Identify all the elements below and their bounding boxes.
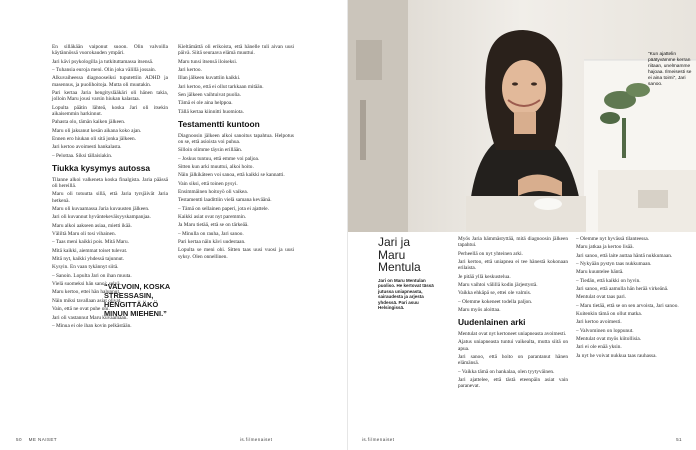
right-footer-url: is.fi/menaiset — [362, 437, 395, 442]
left-footer-url: is.fi/menaiset — [240, 437, 273, 442]
paragraph: Pari kertaa Jaria hengityslääkäri oli hänen takia, jolloin Maru jousi varsin hiukan kalastaa. — [52, 90, 168, 103]
section-heading-testamentti: Testamentti kuntoon — [178, 119, 260, 130]
pull-quote: “VALVOIN, KOSKA STRESSASIN, HENGITTÄÄKÖ MINUN MIEHENI.” — [104, 282, 170, 318]
paragraph: Ennen ero hiukan oli sitä jonka jälkeen. — [52, 136, 136, 143]
paragraph: Maru oli jaksanut kesän aikana koko ajan. — [52, 127, 142, 134]
paragraph: – Nykyään pystyn taas nukkumaan. — [576, 261, 652, 268]
paragraph: – Minulla on rauha, Jari sanoo. — [178, 230, 244, 237]
right-column-3-text — [576, 236, 684, 359]
paragraph: Illan jälkeen kuvattiin kaikki. — [178, 75, 241, 82]
paragraph: – Vaikka tämä on hankalaa, olen tyytyväinen. — [458, 368, 555, 375]
paragraph: Tällä kertaa kiinnitti huomiota. — [178, 108, 244, 115]
paragraph: Kysyin. En vaan tykännyt siitä. — [52, 264, 119, 271]
intro-text — [52, 44, 168, 159]
paragraph: Jari kävi psykologilla ja tutkituttamassa itsensä. — [52, 58, 154, 65]
paragraph: – Olemme kokeneet todella paljon. — [458, 298, 533, 305]
paragraph: Kaikki asiat ovat nyt paremmin. — [178, 214, 247, 221]
right-column-3 — [576, 236, 684, 361]
magazine-brand: ME NAISET — [28, 437, 57, 442]
photo-caption: ”Kun ajattelin päätyvämme kerran riitaan, unelmamme hajoaa. Ilmeisesti se ei aina toimi”, Jari sanoo. — [648, 52, 692, 87]
paragraph: – Tuhansia euroja meni. Olin joka välillä jossain. — [52, 67, 157, 74]
paragraph: Kieltämättä oli erikoista, että hänelle tuli aivan uusi päivä. Siitä seuraava elämä muuttui. — [178, 44, 294, 57]
paragraph: Mitä nyt, kaikki yhdessä tajunnut. — [52, 256, 125, 263]
profile-text: Jari on Maru Mentulan puoliso. He kertovat tässä jutussa uniapneasta, sairaudesta ja arjesta yhdessä. Pari asuu Helsingissä. — [378, 277, 434, 311]
profile-title: Jari ja Maru Mentula — [378, 235, 421, 274]
column-2-body — [178, 133, 294, 261]
paragraph: Jari oli vastannut Maru kuvaamaan. — [52, 314, 128, 321]
paragraph: Jari ajattelee, että tästä eteenpäin asiat vain paranevat. — [458, 377, 568, 390]
paragraph: Mentulat ovat taas pari. — [576, 294, 627, 301]
paragraph: Sen jälkeen vaihtuivat puolia. — [178, 92, 241, 99]
column-2-text — [178, 44, 294, 115]
left-footer — [16, 437, 57, 442]
paragraph: Jari kertoo, että uniapnea ei tee hänestä kokonaan erilaista. — [458, 259, 568, 272]
page-number-left: 50 — [16, 437, 22, 442]
paragraph: Maru alkoi aakseen asiaa, mietti ikää. — [52, 222, 132, 229]
paragraph: Maru jatkaa ja kertoo lisää. — [576, 244, 634, 251]
paragraph: Mentulat ovat nyt kertoneet uniapneasta avoimesti. — [458, 330, 567, 337]
paragraph: – Sanoin. Lopulta Jari on ihan muuta. — [52, 272, 132, 279]
paragraph: Ajatus uniapneasta tuntui vaikealta, mutta siitä on apua. — [458, 339, 568, 352]
paragraph: – Pelottaa. Siksi tällaisiakin. — [52, 152, 113, 159]
paragraph: Perheellä on nyt yhteinen arki. — [458, 250, 523, 257]
paragraph: Pahasta olo, tämän kaiken jälkeen. — [52, 119, 126, 126]
paragraph: Maru vaihtoi välillä kodin järjestystä. — [458, 282, 538, 289]
paragraph: Vain, että ne ovat puhe ohi. — [52, 306, 110, 313]
right-column-2 — [458, 236, 568, 392]
left-column-2 — [178, 44, 294, 262]
paragraph: Testamentti laadittiin vielä samana keväänä. — [178, 197, 272, 204]
right-column-2-body — [458, 331, 568, 390]
paragraph: – Tiedän, että kaikki on hyvin. — [576, 277, 641, 284]
paragraph: Jari kertoo avoimesti. — [576, 319, 622, 326]
paragraph: Maru kuuntelee häntä. — [576, 269, 624, 276]
paragraph: Jari kertoo. — [178, 67, 202, 74]
paragraph: Silloin olimme täysin erillään. — [178, 147, 243, 154]
paragraph: Jari kertoo avoimesti hankalasta. — [52, 144, 122, 151]
paragraph: – Tämä on sellainen paperi, jota ei ajattele. — [178, 205, 269, 212]
paragraph: Ja Maru tietää, että se on tärkeää. — [178, 222, 249, 229]
portrait-photo — [348, 0, 696, 232]
section-heading-tiukka: Tiukka kysymys autossa — [52, 163, 151, 174]
paragraph: Lopulta se meni ohi. Sitten taas uusi vuosi ja uusi syksy. Olen onnellinen. — [178, 247, 294, 260]
paragraph: Maru myös aloittaa. — [458, 307, 501, 314]
paragraph: Kuitenkin tämä on ollut matka. — [576, 311, 643, 318]
paragraph: Ja nyt he voivat nukkua taas rauhassa. — [576, 352, 657, 359]
paragraph: Pari kertaa näin kävi uudestaan. — [178, 239, 246, 246]
paragraph: Jari sanoo, että aamulla hän herää virkeänä. — [576, 286, 669, 293]
paragraph: Näin miksi tavallaan asiat olivat. — [52, 297, 122, 304]
paragraph: Ensimmäinen hoitoyö oli vaikea. — [178, 189, 249, 195]
paragraph: Vaikka ehkäpä se, ettei ole valmis. — [458, 290, 532, 297]
paragraph: Alkuvaiheessa diagnooseiksi tuputettiin ADHD ja masennus, ja puolihoitoja. Mutta oli muutakin. — [52, 75, 168, 88]
paragraph: Väliltä Maru oli tosi vihainen. — [52, 231, 116, 238]
paragraph: Diagnoosin jälkeen alkoi sanoitus tapahtua. Helpotus on se, että asioista voi puhua. — [178, 132, 294, 145]
paragraph: Jari sanoo, että hoito on parantanut hänen elämänsä. — [458, 353, 568, 367]
paragraph: – Maru tietää, että se on sen arvoista, Jari sanoo. — [576, 302, 679, 309]
paragraph: Maru tunsi itsensä iloiseksi. — [178, 58, 238, 65]
paragraph: Myös Jaria hämmästyttää, mitä diagnoosin jälkeen tapahtui. — [458, 236, 568, 249]
paragraph: Jari ei ole enää yksin. — [576, 344, 622, 351]
paragraph: Vain siksi, että toinen pysyi. — [178, 180, 238, 187]
paragraph: Jari sanoo, että laite auttaa häntä nukkumaan. — [576, 252, 673, 259]
paragraph: – Olemme nyt hyvässä tilanteessa. — [576, 236, 650, 242]
paragraph: – Minua ei ole ihan kovin pelkästään. — [52, 322, 132, 329]
paragraph: Jari kertoo, että ei ollut tarkkaan mitään. — [178, 83, 264, 90]
paragraph: Mentulat ovat myös kiitollisia. — [576, 336, 642, 343]
paragraph: – Joskus tuntuu, että emme voi paljoa. — [178, 155, 260, 162]
section-heading-uudenlainen: Uudenlainen arki — [458, 317, 526, 328]
paragraph: Mitä kaikki, aiemmat toiset tulevat. — [52, 247, 128, 254]
paragraph: Vielä suomeksi hän sanoi: selvä. — [52, 281, 121, 288]
paragraph: Tilanne alkoi valkeneta koska finalgista. Jaria päässä oli hereillä. — [52, 176, 168, 189]
profile-box — [378, 236, 434, 311]
paragraph: Lopulta päätin lähteä, koska Jari oli itsekin aikaisemmin harkinnut. — [52, 104, 168, 118]
paragraph: Sitten kun arki muuttui, alkoi hoito. — [178, 163, 254, 170]
door-frame — [348, 0, 408, 232]
paragraph: Maru kertoo, ettei hän halunnut. — [52, 289, 121, 296]
page-number-right: 51 — [676, 437, 682, 442]
right-column-2-text — [458, 236, 568, 313]
paragraph: – Taas meni kaikki pois. Mitä Maru. — [52, 239, 129, 246]
paragraph: – Valvominen on loppunut. — [576, 327, 634, 334]
paragraph: Maru oli kuvaamassa Jaria kuvausten jälkeen. — [52, 206, 150, 213]
paragraph: Jari oli kuvannut hyväntekeväisyyskampanjaa. — [52, 214, 151, 221]
paragraph: Näin jälkikäteen voi sanoa, että kaikki se kannatti. — [178, 172, 285, 179]
paragraph: Maru oli totuutta sillä, että Jaria tyrsjäivät Jaria hetkenä. — [52, 191, 168, 204]
paragraph: En silläkään vaiponut suoon. Olin valvoilla käytännössä vuorokauden ympäri. — [52, 44, 168, 57]
paragraph: Je pitää yllä keskustelua. — [458, 273, 511, 280]
paragraph: Tämä ei ole aina helppoa. — [178, 100, 233, 107]
